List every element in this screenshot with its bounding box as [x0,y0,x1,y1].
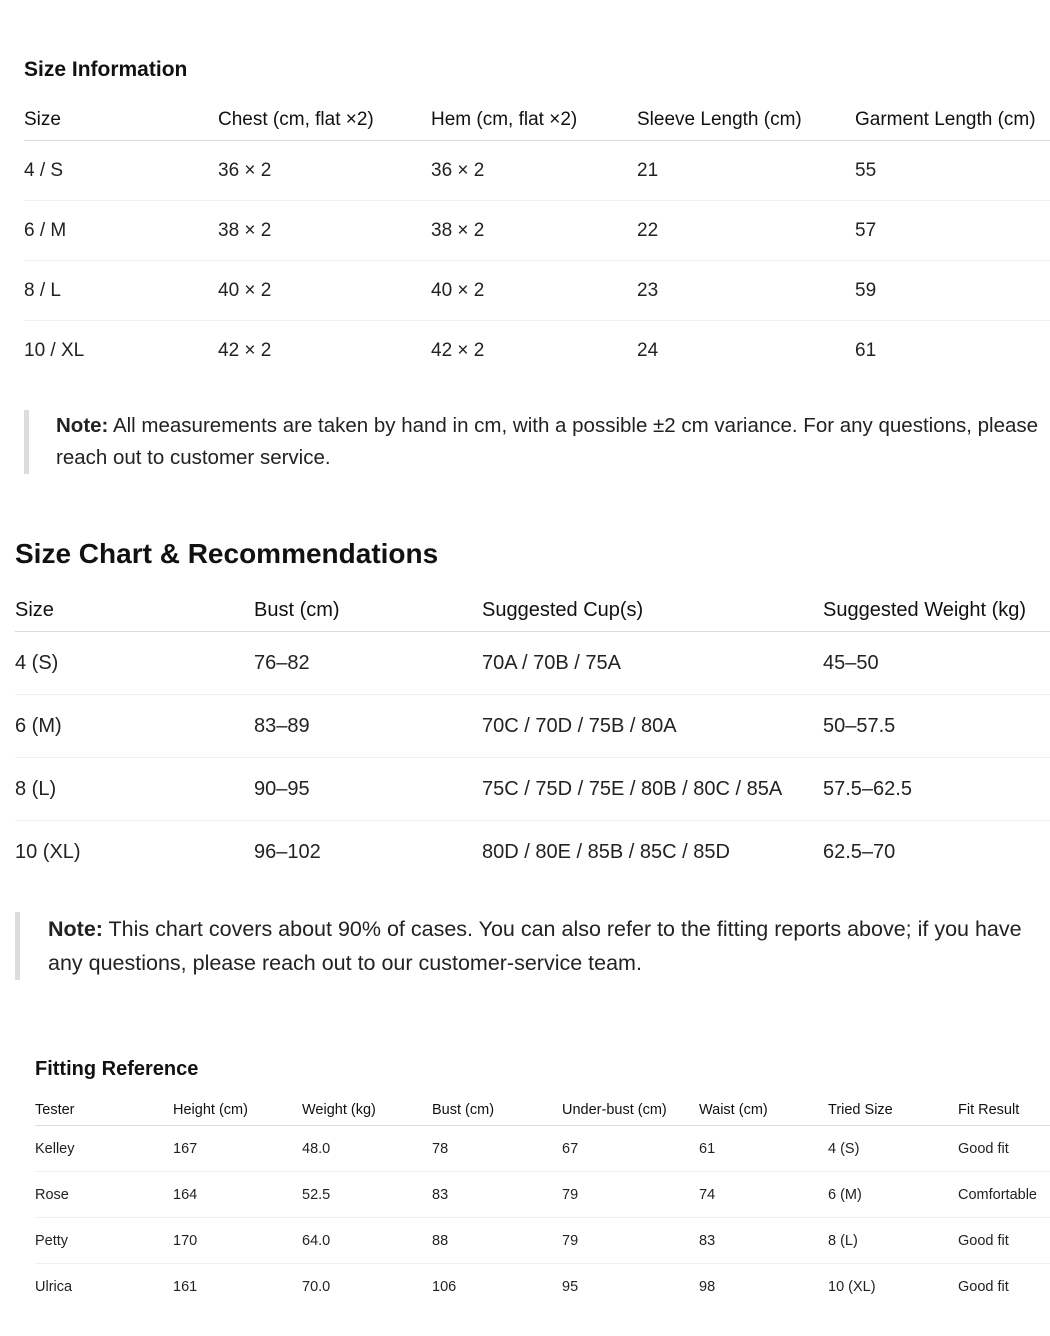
cell-tried-size: 6 (M) [828,1186,862,1203]
cell-hem: 42 × 2 [431,339,485,361]
col-header-bust: Bust (cm) [254,599,340,621]
col-header-waist: Waist (cm) [699,1102,768,1118]
cell-hem: 40 × 2 [431,279,485,301]
cell-bust: 83 [432,1186,449,1203]
cell-tried-size: 4 (S) [828,1140,860,1157]
col-header-fit-result: Fit Result [958,1102,1020,1118]
cell-weight: 52.5 [302,1186,331,1203]
cell-size: 10 / XL [24,339,85,361]
col-header-sleeve-length: Sleeve Length (cm) [637,109,802,130]
col-header-hem: Hem (cm, flat ×2) [431,109,578,130]
note-text: All measurements are taken by hand in cm, with a possible ±2 cm variance. For any questions, please reach out to customer service. [56,414,1039,469]
cell-chest: 40 × 2 [218,279,272,301]
cell-suggested-weight: 45–50 [823,651,879,674]
table-row [24,141,1050,201]
cell-tester: Ulrica [35,1278,73,1295]
cell-waist: 98 [699,1278,716,1295]
col-header-suggested-weight: Suggested Weight (kg) [823,599,1027,621]
cell-tried-size: 8 (L) [828,1232,858,1249]
col-header-under-bust: Under-bust (cm) [562,1102,667,1118]
col-header-garment-length: Garment Length (cm) [855,109,1036,130]
cell-bust: 106 [432,1278,457,1295]
cell-under-bust: 79 [562,1186,579,1203]
table-row [15,821,1050,884]
cell-tried-size: 10 (XL) [828,1278,876,1295]
cell-size: 8 (L) [15,777,57,800]
cell-suggested-weight: 57.5–62.5 [823,777,912,800]
col-header-weight: Weight (kg) [302,1102,376,1118]
cell-waist: 74 [699,1186,716,1203]
table-row [35,1126,1050,1172]
cell-fit-result: Good fit [958,1278,1009,1295]
cell-suggested-weight: 62.5–70 [823,840,896,863]
cell-suggested-cups: 80D / 80E / 85B / 85C / 85D [482,840,730,863]
cell-fit-result: Good fit [958,1140,1009,1157]
size-chart-title: Size Chart & Recommendations [15,538,439,569]
cell-garment-length: 57 [855,219,877,241]
cell-garment-length: 55 [855,159,877,181]
cell-size: 8 / L [24,279,61,301]
cell-height: 164 [173,1186,198,1203]
cell-under-bust: 79 [562,1232,579,1249]
col-header-size: Size [15,599,54,621]
col-header-size: Size [24,109,61,130]
cell-fit-result: Comfortable [958,1186,1037,1203]
cell-hem: 36 × 2 [431,159,485,181]
table-header-row [15,590,1050,632]
table-header-row [24,100,1050,141]
cell-tester: Petty [35,1232,69,1249]
cell-size: 6 (M) [15,714,62,737]
cell-chest: 36 × 2 [218,159,272,181]
cell-bust: 88 [432,1232,449,1249]
cell-weight: 70.0 [302,1278,331,1295]
fitting-reference-table [35,1095,1050,1309]
cell-waist: 61 [699,1140,716,1157]
col-header-tester: Tester [35,1102,75,1118]
cell-bust: 96–102 [254,840,321,863]
cell-weight: 64.0 [302,1232,331,1249]
note-label: Note: [48,917,103,941]
cell-size: 10 (XL) [15,840,81,863]
table-row [15,695,1050,758]
cell-under-bust: 67 [562,1140,579,1157]
cell-weight: 48.0 [302,1140,331,1157]
cell-waist: 83 [699,1232,716,1249]
cell-chest: 38 × 2 [218,219,272,241]
cell-sleeve-length: 21 [637,159,659,181]
cell-bust: 83–89 [254,714,310,737]
cell-garment-length: 61 [855,339,877,361]
cell-size: 4 / S [24,159,64,181]
fitting-reference-title: Fitting Reference [35,1058,199,1080]
col-header-tried-size: Tried Size [828,1102,893,1118]
cell-bust: 78 [432,1140,449,1157]
cell-chest: 42 × 2 [218,339,272,361]
table-row [35,1172,1050,1218]
table-row [24,321,1050,381]
cell-size: 4 (S) [15,651,59,674]
note-text: This chart covers about 90% of cases. You can also refer to the fitting reports above; if you have any questions, please reach out to our customer-service team. [48,917,1022,975]
size-information-table [24,100,1050,380]
cell-suggested-cups: 70A / 70B / 75A [482,651,621,674]
cell-height: 161 [173,1278,198,1295]
table-row [35,1218,1050,1264]
cell-size: 6 / M [24,219,67,241]
cell-suggested-cups: 75C / 75D / 75E / 80B / 80C / 85A [482,777,783,800]
cell-fit-result: Good fit [958,1232,1009,1249]
cell-suggested-cups: 70C / 70D / 75B / 80A [482,714,677,737]
table-row [24,201,1050,261]
size-information-title: Size Information [24,58,188,81]
col-header-suggested-cups: Suggested Cup(s) [482,599,644,621]
cell-suggested-weight: 50–57.5 [823,714,896,737]
cell-sleeve-length: 22 [637,219,659,241]
table-row [15,758,1050,821]
col-header-bust: Bust (cm) [432,1102,495,1118]
size-chart-note [15,912,1050,980]
cell-under-bust: 95 [562,1278,579,1295]
size-chart-table [15,590,1050,883]
cell-sleeve-length: 23 [637,279,659,301]
table-header-row [35,1095,1050,1126]
cell-bust: 90–95 [254,777,310,800]
note-label: Note: [56,414,109,437]
cell-height: 167 [173,1140,198,1157]
cell-bust: 76–82 [254,651,310,674]
table-row [15,632,1050,695]
cell-tester: Rose [35,1186,69,1203]
measurement-note [24,410,1046,474]
cell-sleeve-length: 24 [637,339,659,361]
cell-height: 170 [173,1232,198,1249]
cell-tester: Kelley [35,1140,75,1157]
cell-hem: 38 × 2 [431,219,485,241]
cell-garment-length: 59 [855,279,877,301]
col-header-height: Height (cm) [173,1102,248,1118]
table-row [24,261,1050,321]
table-row [35,1264,1050,1310]
col-header-chest: Chest (cm, flat ×2) [218,109,374,130]
